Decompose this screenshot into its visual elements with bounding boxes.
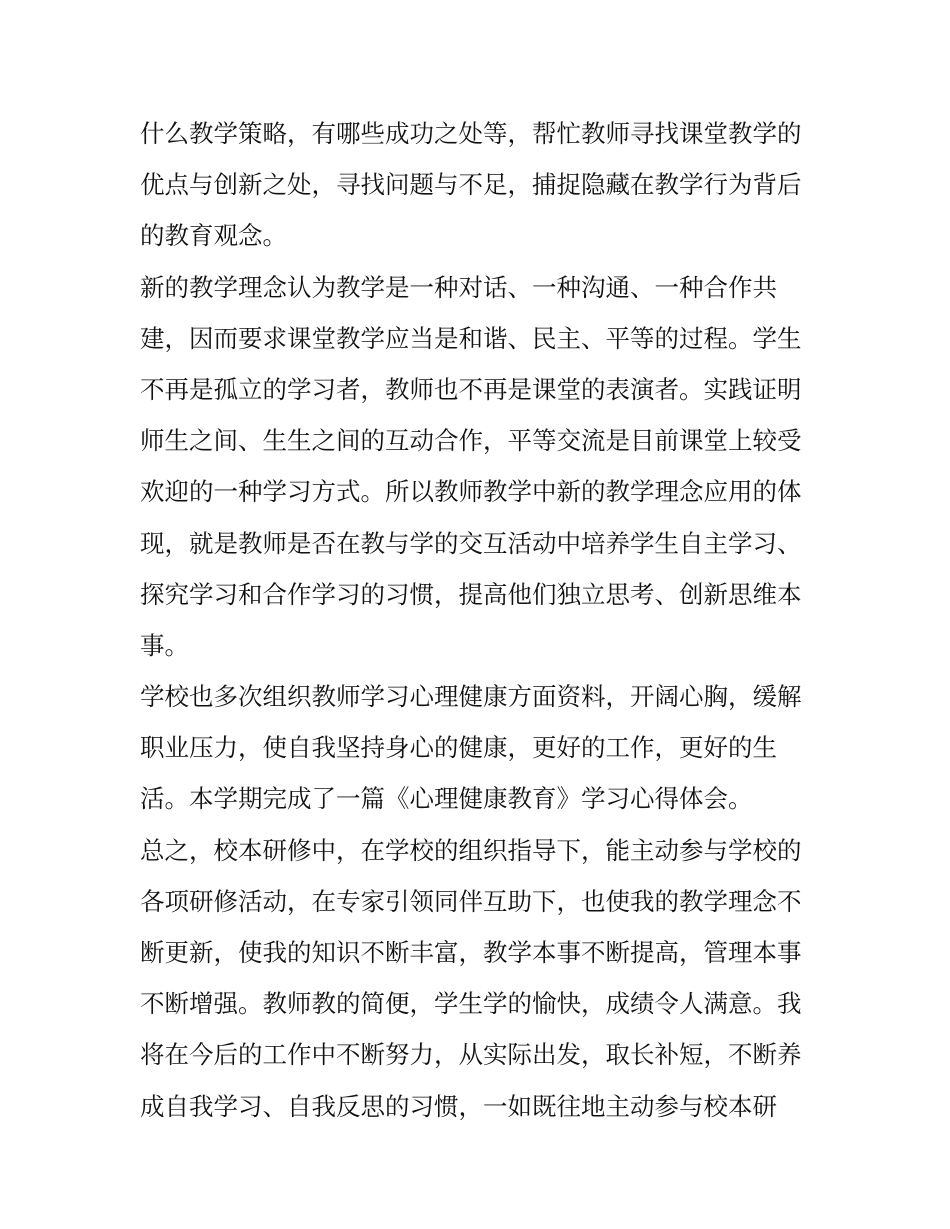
text-line: 各项研修活动，在专家引领同伴互助下，也使我的教学理念不 <box>140 886 802 916</box>
text-line: 欢迎的一种学习方式。所以教师教学中新的教学理念应用的体 <box>140 477 802 507</box>
text-line: 总之，校本研修中，在学校的组织指导下，能主动参与学校的 <box>140 835 802 865</box>
text-line: 探究学习和合作学习的习惯，提高他们独立思考、创新思维本 <box>140 579 802 609</box>
text-line: 事。 <box>140 630 189 660</box>
text-line: 学校也多次组织教师学习心理健康方面资料，开阔心胸，缓解 <box>140 682 802 712</box>
text-line: 成自我学习、自我反思的习惯，一如既往地主动参与校本研 <box>140 1091 777 1121</box>
text-line: 不再是孤立的学习者，教师也不再是课堂的表演者。实践证明 <box>140 374 802 404</box>
text-line: 断更新，使我的知识不断丰富，教学本事不断提高，管理本事 <box>140 938 802 967</box>
text-line: 优点与创新之处，寻找问题与不足，捕捉隐藏在教学行为背后 <box>140 170 802 200</box>
text-line: 职业压力，使自我坚持身心的健康，更好的工作，更好的生 <box>140 733 777 763</box>
text-line: 活。本学期完成了一篇《心理健康教育》学习心得体会。 <box>140 784 753 814</box>
text-line: 将在今后的工作中不断努力，从实际出发，取长补短，不断养 <box>140 1040 802 1070</box>
text-line: 现，就是教师是否在教与学的交互活动中培养学生自主学习、 <box>140 528 802 558</box>
text-line: 师生之间、生生之间的互动合作，平等交流是目前课堂上较受 <box>140 426 802 456</box>
text-line: 什么教学策略，有哪些成功之处等，帮忙教师寻找课堂教学的 <box>140 119 802 148</box>
text-line: 建，因而要求课堂教学应当是和谐、民主、平等的过程。学生 <box>140 323 802 353</box>
text-line: 新的教学理念认为教学是一种对话、一种沟通、一种合作共 <box>140 272 777 302</box>
document-body <box>140 108 820 1132</box>
text-line: 不断增强。教师教的简便，学生学的愉快，成绩令人满意。我 <box>140 989 802 1019</box>
text-line: 的教育观念。 <box>140 221 287 251</box>
